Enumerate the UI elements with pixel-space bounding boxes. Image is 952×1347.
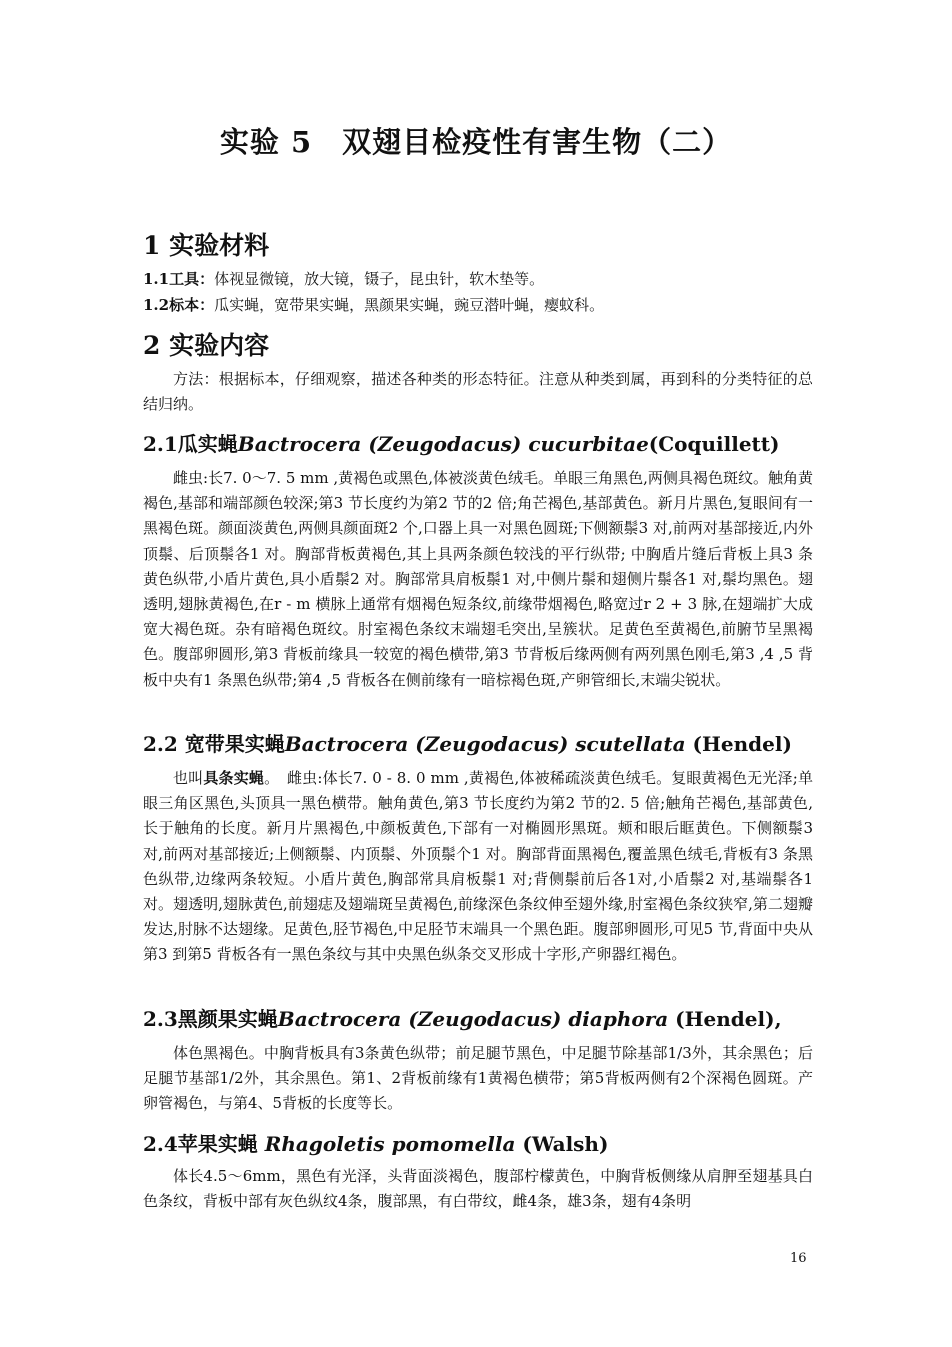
tools-text: 体视显微镜，放大镜，镊子，昆虫针，软木垫等。 (214, 270, 545, 288)
section-2-3-paragraph: 体色黑褐色。中胸背板具有3条黄色纵带；前足腿节黑色，中足腿节除基部1/3外，其余黑色；后足腿节基部1/2外，其余黑色。第1、2背板前缘有1黄褐色横带；第5背板两侧有2个深褐色圆斑。产卵管褐色，与第4、5背板的长度等长。 (143, 1044, 813, 1113)
section-2-1-author: (Coquillett) (648, 432, 780, 456)
section-2-3-heading (143, 1003, 782, 1032)
section-2-4-heading (143, 1128, 608, 1157)
section-2-2-prefix: 2.2 宽带果实蝇 (143, 732, 285, 756)
page-number: 16 (790, 1251, 807, 1266)
section-2-2-scientific-name: Bactrocera (Zeugodacus) scutellata (284, 732, 686, 756)
section-2-2-heading (143, 728, 792, 757)
section-2-3-prefix: 2.3黑颜果实蝇 (143, 1007, 278, 1031)
section-2-2-paragraph (143, 766, 813, 968)
specimens-line (143, 294, 604, 315)
page-title: 实验 5 双翅目检疫性有害生物（二） (219, 125, 733, 159)
method-paragraph: 方法：根据标本，仔细观察，描述各种类的形态特征。注意从种类到属，再到科的分类特征的总结归纳。 (143, 370, 813, 414)
tools-label: 1.1工具： (143, 270, 215, 288)
section-2-4-author: (Walsh) (515, 1132, 609, 1156)
section-2-1-heading (143, 428, 780, 457)
specimens-text: 瓜实蝇，宽带果实蝇，黑颜果实蝇，豌豆潜叶蝇，瘿蚊科。 (214, 296, 605, 314)
section-2-2-bold-term: 具条实蝇 (203, 769, 265, 787)
section-1-heading: 1 实验材料 (143, 231, 270, 260)
section-2-3-author: (Hendel), (668, 1007, 782, 1031)
section-2-2-author: (Hendel) (685, 732, 792, 756)
section-2-1-prefix: 2.1瓜实蝇 (143, 432, 238, 456)
section-2-heading: 2 实验内容 (143, 331, 270, 360)
section-2-4-paragraph: 体长4.5～6mm，黑色有光泽，头背面淡褐色，腹部柠檬黄色，中胸背板侧缘从肩胛至翅基具白色条纹，背板中部有灰色纵纹4条，腹部黑，有白带纹，雌4条，雄3条，翅有4条明 (143, 1167, 813, 1211)
section-2-1-scientific-name: Bactrocera (Zeugodacus) cucurbitae (237, 432, 649, 456)
section-2-4-scientific-name: Rhagoletis pomomella (264, 1132, 516, 1156)
tools-line (143, 268, 544, 289)
section-2-3-scientific-name: Bactrocera (Zeugodacus) diaphora (277, 1007, 669, 1031)
section-2-2-text: 。 雌虫:体长7. 0 - 8. 0 mm ,黄褐色,体被稀疏淡黄色绒毛。复眼黄褐色无光泽;单眼三角区黑色,头顶具一黑色横带。触角黄色,第3 节长度约为第2 节的2. 5 倍;触角芒褐色,基部黄色,长于触角的长度。新月片黑褐色,中颜板黄色,下部有一对椭圆形黑斑。颊和眼后眶黄色。下侧额鬃3 对,前两对基部接近;上侧额鬃、内顶鬃、外顶鬃个1 对。胸部背面黑褐色,覆盖黑色绒毛,背板有3 条黑色纵带,边缘两条较短。小盾片黄色,胸部常具肩板鬃1 对;背侧鬃前后各1对,小盾鬃2 对,基端鬃各1 对。翅透明,翅脉黄色,前翅痣及翅端斑呈黄褐色,前缘深色条纹伸至翅外缘,肘室褐色条纹狭窄,第二翅瓣发达,肘脉不达翅缘。足黄色,胫节褐色,中足胫节末端具一个黑色距。腹部卵圆形,可见5 节,背面中央从第3 到第5 背板各有一黑色条纹与其中央黑色纵条交叉形成十字形,产卵器红褐色。 (143, 769, 813, 964)
section-2-2-lead: 也叫 (173, 769, 204, 787)
section-2-4-prefix: 2.4苹果实蝇 (143, 1132, 265, 1156)
section-2-1-paragraph: 雌虫:长7. 0～7. 5 mm ,黄褐色或黑色,体被淡黄色绒毛。单眼三角黑色,两侧具褐色斑纹。触角黄褐色,基部和端部颜色较深;第3 节长度约为第2 节的2 倍;角芒褐色,基部黄色。新月片黑色,复眼间有一黑褐色斑。颜面淡黄色,两侧具颜面斑2 个,口器上具一对黑色圆斑;下侧额鬃3 对,前两对基部接近,内外顶鬃、后顶鬃各1 对。胸部背板黄褐色,其上具两条颜色较浅的平行纵带; 中胸盾片缝后背板上具3 条黄色纵带,小盾片黄色,具小盾鬃2 对。胸部常具肩板鬃1 对,中侧片鬃和翅侧片鬃各1 对,鬃均黑色。翅透明,翅脉黄褐色,在r - m 横脉上通常有烟褐色短条纹,前缘带烟褐色,略宽过r 2 + 3 脉,在翅端扩大成宽大褐色斑。杂有暗褐色斑纹。肘室褐色条纹末端翅毛突出,呈簇状。足黄色至黄褐色,前腑节呈黑褐色。腹部卵圆形,第3 背板前缘具一较宽的褐色横带,第3 节背板后缘两侧有两列黑色刚毛,第3 ,4 ,5 背板中央有1 条黑色纵带;第4 ,5 背板各在侧前缘有一暗棕褐色斑,产卵管细长,末端尖锐状。 (143, 469, 813, 689)
specimens-label: 1.2标本： (143, 296, 215, 314)
